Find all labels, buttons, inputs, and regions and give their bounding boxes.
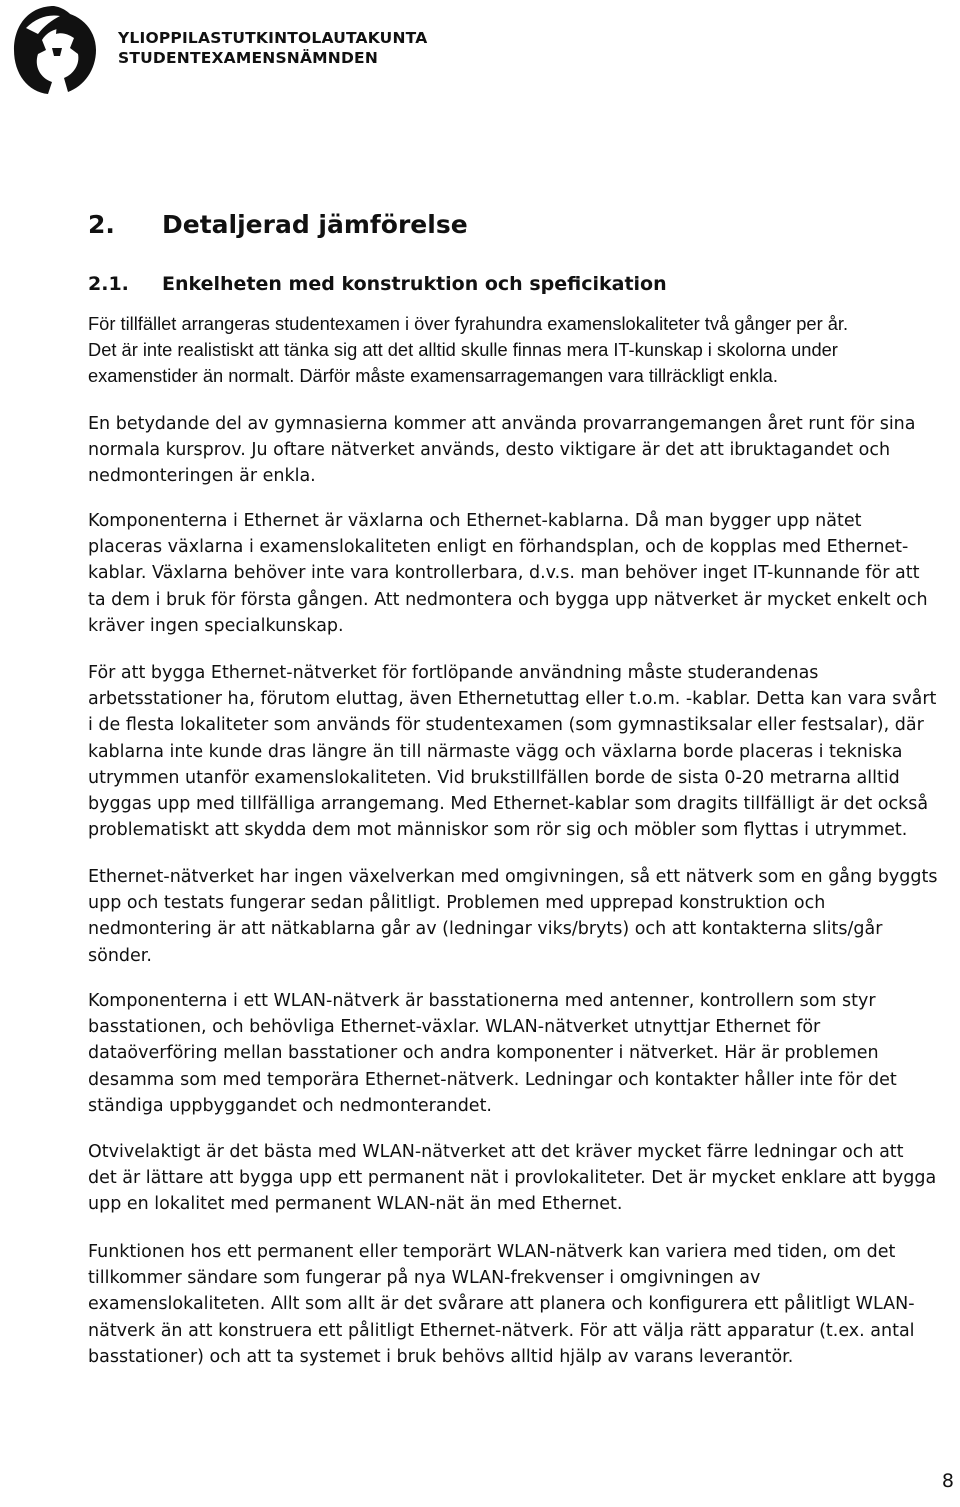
- text-line: basstationen, och behövliga Ethernet-växlar. WLAN-nätverket utnyttjar Ethernet för: [88, 1017, 821, 1038]
- text-line: Otvivelaktigt är det bästa med WLAN-nätverket att det kräver mycket färre ledningar och att: [88, 1142, 904, 1162]
- text-line: Komponenterna i Ethernet är växlarna och Ethernet-kablarna. Då man bygger upp nätet: [88, 511, 862, 531]
- text-line: upp en lokalitet med permanent WLAN-nät än med Ethernet.: [88, 1194, 623, 1215]
- paragraph-3: [88, 508, 960, 639]
- text-line: Ethernet-nätverket har ingen växelverkan med omgivningen, så ett nätverk som en gång byggts: [88, 867, 938, 887]
- paragraph-6: [88, 988, 960, 1119]
- section-heading: [88, 210, 468, 239]
- organization-name: [118, 28, 427, 68]
- text-line: För att bygga Ethernet-nätverket för fortlöpande användning måste studerandenas: [88, 663, 819, 683]
- text-line: En betydande del av gymnasierna kommer att använda provarrangemangen året runt för sina: [88, 414, 916, 434]
- text-line: ständiga uppbyggandet och nedmonterandet.: [88, 1095, 492, 1116]
- text-line: nedmonteringen är enkla.: [88, 466, 316, 487]
- text-line: Det är inte realistiskt att tänka sig att det alltid skulle finnas mera IT-kunskap i skolorna under: [88, 339, 838, 361]
- text-line: byggas upp med tillfälliga arrangemang. Med Ethernet-kablar som dragits tillfälligt är det också: [88, 794, 929, 815]
- text-line: nedmontering är att nätkablarna går av (ledningar viks/bryts) och att kontakterna slits/går: [88, 919, 883, 940]
- helmeted-head-logo-icon: [8, 4, 102, 96]
- text-line: kräver ingen specialkunskap.: [88, 615, 344, 636]
- text-line: problematiskt att skydda dem mot människor som rör sig och möbler som flyttas i utrymmet.: [88, 820, 908, 841]
- paragraph-7: [88, 1139, 960, 1218]
- subsection-heading: [88, 273, 667, 295]
- text-line: placeras växlarna i examenslokaliteten enligt en förhandsplan, och de kopplas med Ethernet-: [88, 537, 909, 558]
- paragraph-4: [88, 660, 960, 843]
- text-line: examenstider än normalt. Därför måste examensarragemangen vara tillräckligt enkla.: [88, 365, 778, 387]
- text-line: utrymmen utanför examenslokaliteten. Vid brukstillfällen borde de sista 0-20 metrarna alltid: [88, 767, 900, 788]
- text-line: För tillfället arrangeras studentexamen i över fyrahundra examenslokaliteter två gånger per år.: [88, 313, 849, 334]
- paragraph-5: [88, 864, 960, 969]
- text-line: ta dem i bruk för första gången. Att nedmontera och bygga upp nätverket är mycket enkelt och: [88, 589, 928, 610]
- text-line: tillkommer sändare som fungerar på nya WLAN-frekvenser i omgivningen av: [88, 1268, 761, 1289]
- text-line: normala kursprov. Ju oftare nätverket används, desto viktigare är det att ibruktagandet och: [88, 440, 891, 461]
- organization-name-sv: STUDENTEXAMENSNÄMNDEN: [118, 49, 378, 67]
- paragraph-2: [88, 411, 960, 490]
- text-line: basstationer) och att ta systemet i bruk behövs alltid hjälp av varans leverantör.: [88, 1346, 794, 1367]
- section-title: Detaljerad jämförelse: [162, 210, 468, 239]
- organization-name-fi: YLIOPPILASTUTKINTOLAUTAKUNTA: [118, 29, 428, 47]
- text-line: Komponenterna i ett WLAN-nätverk är basstationerna med antenner, kontrollern som styr: [88, 991, 876, 1011]
- text-line: arbetsstationer ha, förutom eluttag, även Ethernetuttag eller t.o.m. -kablar. Detta kan vara svårt: [88, 689, 937, 710]
- text-line: kablarna inte kunde dras längre än till närmaste vägg och växlarna borde placeras i tekniska: [88, 741, 903, 762]
- section-number: 2.: [88, 210, 115, 239]
- page-header: [8, 4, 428, 96]
- text-line: kablar. Växlarna behöver inte vara kontrollerbara, d.v.s. man behöver inget IT-kunnande för att: [88, 563, 920, 584]
- text-line: examenslokaliteten. Allt som allt är det svårare att planera och konfigurera ett pålitligt WLAN-: [88, 1294, 915, 1315]
- text-line: desamma som med temporära Ethernet-nätverk. Ledningar och kontakter håller inte för det: [88, 1069, 897, 1090]
- paragraph-8: [88, 1239, 960, 1370]
- text-line: upp och testats fungerar sedan pålitligt. Problemen med upprepad konstruktion och: [88, 893, 826, 914]
- subsection-number: 2.1.: [88, 273, 129, 295]
- text-line: i de flesta lokaliteter som används för studentexamen (som gymnastiksalar eller festsalar), där: [88, 715, 924, 736]
- text-line: Funktionen hos ett permanent eller temporärt WLAN-nätverk kan variera med tiden, om det: [88, 1242, 896, 1262]
- text-line: dataöverföring mellan basstationer och andra komponenter i nätverket. Här är problemen: [88, 1043, 879, 1064]
- text-line: nätverk än att konstruera ett pålitligt Ethernet-nätverk. För att välja rätt apparatur (t.ex. antal: [88, 1320, 915, 1341]
- text-line: sönder.: [88, 945, 152, 966]
- page-number: 8: [941, 1470, 954, 1492]
- paragraph-1: [88, 311, 960, 390]
- text-line: det är lättare att bygga upp ett permanent nät i provlokaliteter. Det är mycket enklare att bygga: [88, 1168, 937, 1189]
- subsection-title: Enkelheten med konstruktion och speficikation: [162, 273, 667, 295]
